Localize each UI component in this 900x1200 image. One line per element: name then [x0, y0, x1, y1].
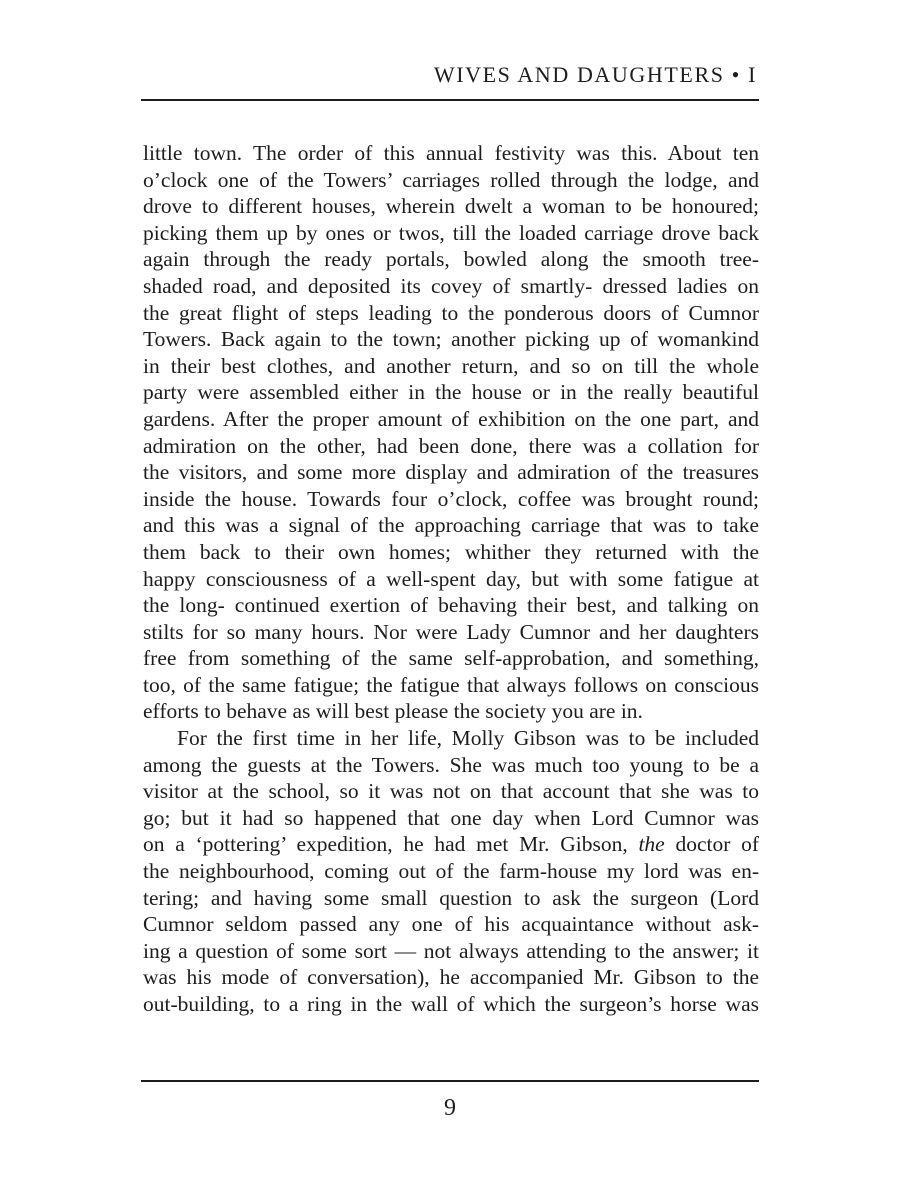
text-line: admiration on the other, had been done, there was a collation for	[143, 433, 759, 458]
text-line: shaded road, and deposited its covey of smartly- dressed ladies on	[143, 273, 759, 298]
paragraph-first-line: For the first time in her life, Molly Gibson was to be included	[177, 726, 759, 751]
text-line: go; but it had so happened that one day when Lord Cumnor was	[143, 805, 759, 830]
text-line: the neighbourhood, coming out of the farm-house my lord was en-	[143, 859, 759, 884]
text-line: picking them up by ones or twos, till the loaded carriage drove back	[143, 220, 759, 245]
text-line: drove to different houses, wherein dwelt a woman to be honoured;	[143, 194, 759, 219]
text-line: free from something of the same self-approbation, and something,	[143, 646, 759, 671]
text-line: o’clock one of the Towers’ carriages rolled through the lodge, and	[143, 167, 759, 192]
header-rule	[141, 99, 759, 101]
text-line: visitor at the school, so it was not on that account that she was to	[143, 779, 759, 804]
text-segment: doctor of	[675, 832, 759, 857]
text-line: the long- continued exertion of behaving their best, and talking on	[143, 593, 759, 618]
text-line: happy consciousness of a well-spent day, but with some fatigue at	[143, 566, 759, 591]
text-line: stilts for so many hours. Nor were Lady Cumnor and her daughters	[143, 619, 759, 644]
text-line: them back to their own homes; whither they returned with the	[143, 539, 759, 564]
text-line: little town. The order of this annual festivity was this. About ten	[143, 141, 759, 165]
text-line: among the guests at the Towers. She was much too young to be a	[143, 752, 759, 777]
text-line: in their best clothes, and another return, and so on till the whole	[143, 353, 759, 378]
text-line: ing a question of some sort — not always attending to the answer; it	[143, 938, 759, 963]
text-line: too, of the same fatigue; the fatigue that always follows on conscious	[143, 672, 759, 697]
emphasized-word: the	[638, 832, 665, 857]
text-line: inside the house. Towards four o’clock, coffee was brought round;	[143, 486, 759, 511]
text-line: Cumnor seldom passed any one of his acquaintance without ask-	[143, 912, 759, 937]
text-segment: on a ‘pottering’ expedition, he had met Mr. Gibson,	[143, 832, 628, 857]
text-line-with-emphasis	[143, 831, 759, 858]
text-line: again through the ready portals, bowled along the smooth tree-	[143, 247, 759, 272]
text-line: the visitors, and some more display and admiration of the treasures	[143, 460, 759, 485]
footer-rule	[141, 1080, 759, 1082]
text-line: tering; and having some small question to ask the surgeon (Lord	[143, 885, 759, 910]
text-line: and this was a signal of the approaching carriage that was to take	[143, 513, 759, 538]
text-line: efforts to behave as will best please the society you are in.	[143, 699, 643, 724]
body-text	[143, 140, 759, 1018]
text-line: was his mode of conversation), he accompanied Mr. Gibson to the	[143, 965, 759, 990]
text-line: the great flight of steps leading to the ponderous doors of Cumnor	[143, 300, 759, 325]
text-line: out-building, to a ring in the wall of which the surgeon’s horse was	[143, 992, 759, 1016]
text-line: Towers. Back again to the town; another picking up of womankind	[143, 327, 759, 352]
text-line: gardens. After the proper amount of exhibition on the one part, and	[143, 406, 759, 431]
running-head: WIVES AND DAUGHTERS • I	[433, 62, 757, 87]
text-line: party were assembled either in the house or in the really beautiful	[143, 380, 759, 405]
page-number: 9	[444, 1095, 456, 1121]
